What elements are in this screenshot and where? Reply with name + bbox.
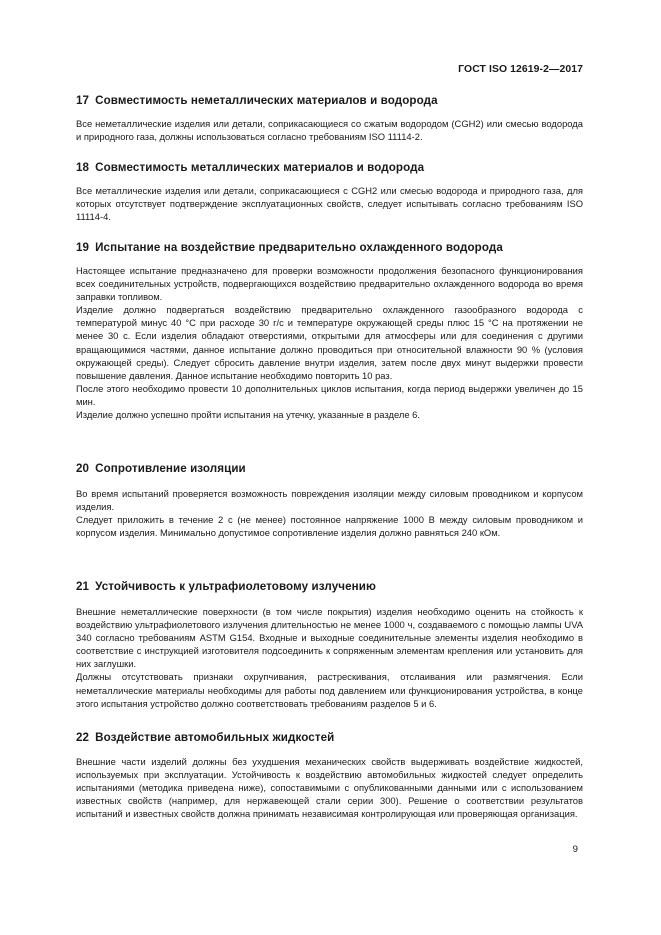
paragraph: Во время испытаний проверяется возможность повреждения изоляции между силовым проводником и корпусом изделия. xyxy=(76,488,583,513)
section-20 xyxy=(76,462,583,539)
paragraph: Все металлические изделия или детали, соприкасающиеся с CGH2 или смесью водорода и природного газа, для которых отсутствует подтверждение эксплуатационных свойств, следует испытывать согласно требованиям ISO 11114-4. xyxy=(76,185,583,223)
section-heading: 17 Совместимость неметаллических материалов и водорода xyxy=(76,94,438,107)
paragraph: Настоящее испытание предназначено для проверки возможности продолжения безопасного функционирования всех соединительных устройств, подвергающихся воздействию предварительно охлажденного водорода во время заправки топливом. xyxy=(76,265,583,303)
paragraph: Должны отсутствовать признаки охрупчивания, растрескивания, отслаивания или размягчения. Если неметаллические материалы необходимы для работы под давлением или функционирования устройства, в конце этого испытания устройство должно соответствовать требованиям разделов 5 и 6. xyxy=(76,671,583,709)
section-heading: 21 Устойчивость к ультрафиолетовому излучению xyxy=(76,580,376,593)
paragraph: Внешние части изделий должны без ухудшения механических свойств выдерживать воздействие жидкостей, используемых при эксплуатации. Устойчивость к воздействию автомобильных жидкостей следует определить испытаниями (методика приведена ниже), сопоставимыми с опубликованными данными или с использованием известных свойств (например, для нержавеющей стали серии 300). Решение о соответствии результатов испытаний и известных свойств должна принимать независимая контролирующая или проверяющая организация. xyxy=(76,756,583,820)
paragraph: Изделие должно успешно пройти испытания на утечку, указанные в разделе 6. xyxy=(76,409,420,421)
section-21 xyxy=(76,580,583,710)
section-heading: 19 Испытание на воздействие предварительно охлажденного водорода xyxy=(76,241,503,254)
paragraph: Изделие должно подвергаться воздействию предварительно охлажденного газообразного водорода с температурой минус 40 °С при расходе 30 г/с и температуре окружающей среды плюс 15 °С на протяжении не менее 30 с. Если изделия обладают отверстиями, открытыми для атмосферы или для соединения с другими вращающимися частями, данное испытание должно проводиться при относительной влажности 90 % (условия окружающей среды). Следует сбросить давление внутри изделия, затем после двух минут выдержки провести повышение давления. Данное испытание необходимо повторить 10 раз. xyxy=(76,304,583,381)
section-17 xyxy=(76,94,583,143)
section-19 xyxy=(76,241,583,421)
section-18 xyxy=(76,161,583,223)
paragraph: Следует приложить в течение 2 с (не менее) постоянное напряжение 1000 В между силовым проводником и корпусом изделия. Минимально допустимое сопротивление изделия должно равняться 240 кОм. xyxy=(76,514,583,539)
paragraph: Все неметаллические изделия или детали, соприкасающиеся со сжатым водородом (CGH2) или смесью водорода и природного газа, должны использоваться согласно требованиям ISO 11114-2. xyxy=(76,118,583,143)
standard-designation: ГОСТ ISO 12619-2—2017 xyxy=(458,64,583,75)
page-number: 9 xyxy=(572,844,578,855)
section-heading: 18 Совместимость металлических материалов и водорода xyxy=(76,161,425,174)
paragraph: После этого необходимо провести 10 дополнительных циклов испытания, когда период выдержки увеличен до 15 мин. xyxy=(76,382,583,407)
paragraph: Внешние неметаллические поверхности (в том числе покрытия) изделия необходимо оценить на стойкость к воздействию ультрафиолетового излучения длительностью не менее 1000 ч, создаваемого с помощью лампы UVA 340 согласно требованиям ASTM G154. Входные и выходные соединительные элементы изделия необходимо в соответствие с инструкцией изготовителя подсоединить к сопряженным элементам крепления или установить для них заглушки. xyxy=(76,606,583,670)
section-22 xyxy=(76,731,583,820)
section-heading: 20 Сопротивление изоляции xyxy=(76,462,246,475)
section-heading: 22 Воздействие автомобильных жидкостей xyxy=(76,731,335,744)
